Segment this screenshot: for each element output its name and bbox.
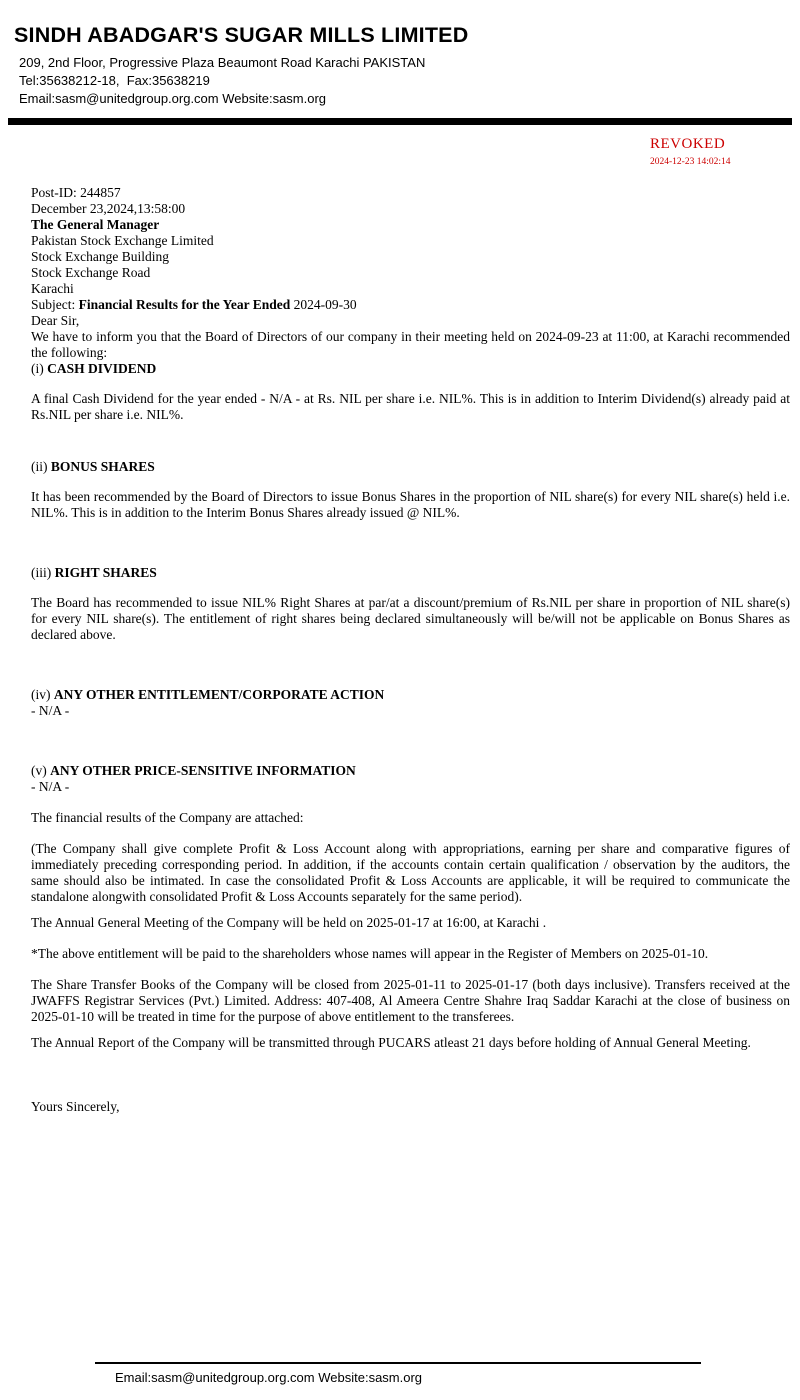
section-number: (i) [31, 361, 48, 376]
section-cash-dividend [31, 361, 790, 423]
company-address: 209, 2nd Floor, Progressive Plaza Beaumont Road Karachi PAKISTAN [19, 55, 426, 70]
recipient-line: Karachi [31, 281, 74, 296]
section-heading [31, 459, 790, 475]
page-footer [95, 1362, 701, 1385]
section-price-sensitive [31, 763, 790, 795]
section-text: A final Cash Dividend for the year ended - N/A - at Rs. NIL per share i.e. NIL%. This is in addition to Interim Dividend(s) already paid at Rs.NIL per share i.e. NIL%. [31, 391, 790, 422]
header-divider [8, 118, 792, 125]
agm-paragraph: The Annual General Meeting of the Company will be held on 2025-01-17 at 16:00, at Karachi . [31, 915, 547, 930]
results-attached-line: The financial results of the Company are attached: [31, 810, 304, 825]
recipient-line: Stock Exchange Building [31, 249, 169, 264]
entitlement-paragraph: *The above entitlement will be paid to the shareholders whose names will appear in the Register of Members on 2025-01-10. [31, 946, 709, 961]
section-text: - N/A - [31, 779, 70, 794]
section-heading [31, 687, 790, 703]
letterhead [0, 0, 800, 108]
section-number: (iii) [31, 565, 55, 580]
footer-divider [95, 1362, 701, 1364]
revoked-label: REVOKED [650, 136, 726, 152]
subject-date: 2024-09-30 [290, 297, 357, 312]
intro-paragraph: We have to inform you that the Board of Directors of our company in their meeting held on 2024-09-23 at 11:00, at Karachi recommended the following: [31, 329, 790, 360]
section-title: BONUS SHARES [50, 459, 155, 474]
post-id: Post-ID: 244857 [31, 185, 121, 200]
section-bonus-shares [31, 459, 790, 521]
recipient-line: Stock Exchange Road [31, 265, 151, 280]
recipient-line: Pakistan Stock Exchange Limited [31, 233, 214, 248]
subject-line [31, 297, 790, 313]
company-contact: Email:sasm@unitedgroup.org.com Website:sasm.org [19, 91, 327, 106]
recipient-block [31, 217, 790, 297]
section-text: The Board has recommended to issue NIL% Right Shares at par/at a discount/premium of Rs.NIL per share in proportion of NIL share(s) for every NIL share(s). The entitlement of right shares being declared simultaneously will be/will not be applicable on Bonus Shares as declared above. [31, 595, 790, 642]
section-number: (v) [31, 763, 51, 778]
footer-contact: Email:sasm@unitedgroup.org.com Website:sasm.org [115, 1370, 423, 1385]
section-title: ANY OTHER PRICE-SENSITIVE INFORMATION [50, 763, 356, 778]
closing-line: Yours Sincerely, [31, 1099, 120, 1114]
subject-prefix: Subject: [31, 297, 79, 312]
section-heading [31, 565, 790, 581]
section-title: ANY OTHER ENTITLEMENT/CORPORATE ACTION [53, 687, 385, 702]
transfer-books-paragraph: The Share Transfer Books of the Company will be closed from 2025-01-11 to 2025-01-17 (both days inclusive). Transfers received at the JWAFFS Registrar Services (Pvt.) Limited. Address: 407-408, Al Ameera Centre Shahre Iraq Saddar Karachi at the close of business on 2025-01-10 will be treated in time for the purpose of above entitlement to the transferees. [31, 977, 790, 1024]
company-tel-fax: Tel:35638212-18, Fax:35638219 [19, 73, 210, 88]
company-name: SINDH ABADGAR'S SUGAR MILLS LIMITED [14, 23, 469, 47]
revoked-stamp [650, 136, 730, 167]
recipient-name: The General Manager [31, 217, 160, 232]
section-number: (iv) [31, 687, 54, 702]
subject-title: Financial Results for the Year Ended [78, 297, 291, 312]
section-title: RIGHT SHARES [54, 565, 157, 580]
section-text: - N/A - [31, 703, 70, 718]
post-datetime: December 23,2024,13:58:00 [31, 201, 186, 216]
section-heading [31, 763, 790, 779]
salutation: Dear Sir, [31, 313, 80, 328]
disclosure-note: (The Company shall give complete Profit & Loss Account along with appropriations, earning per share and comparative figures of immediately preceding corresponding period. In addition, if the accounts contain certain qualification / observation by the auditors, the same should also be intimated. In case the consolidated Profit & Loss Accounts are applicable, it will be required to communicate the standalone alongwith consolidated Profit & Loss Accounts separately for the same period). [31, 841, 790, 904]
revoked-timestamp: 2024-12-23 14:02:14 [650, 157, 731, 167]
annual-report-paragraph: The Annual Report of the Company will be transmitted through PUCARS atleast 21 days before holding of Annual General Meeting. [31, 1035, 751, 1050]
section-right-shares [31, 565, 790, 643]
section-heading [31, 361, 790, 377]
letter-body [31, 185, 790, 1115]
section-text: It has been recommended by the Board of Directors to issue Bonus Shares in the proportion of NIL share(s) for every NIL share(s) held i.e. NIL%. This is in addition to the Interim Bonus Shares already issued @ NIL%. [31, 489, 790, 520]
section-title: CASH DIVIDEND [47, 361, 157, 376]
section-other-entitlement [31, 687, 790, 719]
section-number: (ii) [31, 459, 51, 474]
